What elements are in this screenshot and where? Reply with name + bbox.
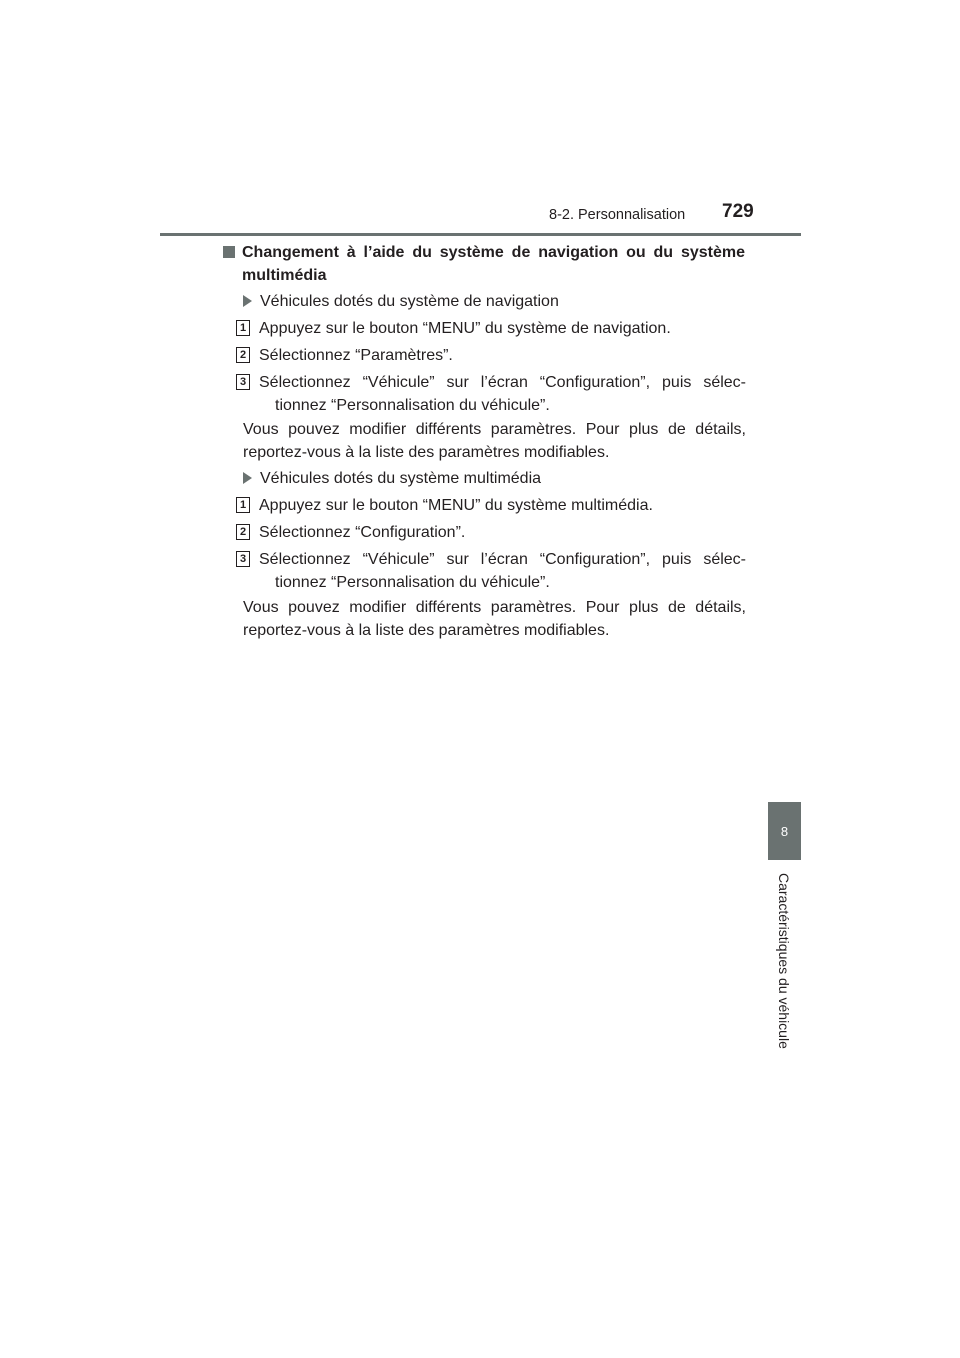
step-text: Sélectionnez “Configuration”. <box>259 524 466 541</box>
step-text: Sélectionnez “Véhicule” sur l’écran “Configuration”, puis sélec-tionnez “Personnalisation du véhicule”. <box>259 374 746 414</box>
square-bullet-icon <box>223 246 235 258</box>
step-item <box>236 548 746 594</box>
step-number-badge: 2 <box>236 347 250 363</box>
subheading-navigation <box>243 290 746 313</box>
header-divider <box>160 233 801 236</box>
step-text: Appuyez sur le bouton “MENU” du système multimédia. <box>259 497 653 514</box>
step-number-badge: 3 <box>236 551 250 567</box>
section-heading-text: Changement à l’aide du système de navigation ou du système multimédia <box>242 244 745 284</box>
subheading-multimedia <box>243 467 746 490</box>
page-number: 729 <box>722 201 754 222</box>
step-number-badge: 1 <box>236 320 250 336</box>
note-paragraph: Vous pouvez modifier différents paramètres. Pour plus de détails, reportez-vous à la liste des paramètres modifiables. <box>243 421 746 461</box>
step-number-badge: 3 <box>236 374 250 390</box>
step-item <box>236 521 746 544</box>
subheading-text: Véhicules dotés du système multimédia <box>260 470 542 487</box>
subheading-text: Véhicules dotés du système de navigation <box>260 293 559 310</box>
triangle-bullet-icon <box>243 472 252 484</box>
chapter-title-text: Caractéristiques du véhicule <box>776 873 792 1049</box>
step-item <box>236 371 746 417</box>
step-item <box>236 494 746 517</box>
note-paragraph: Vous pouvez modifier différents paramètres. Pour plus de détails, reportez-vous à la liste des paramètres modifiables. <box>243 599 746 639</box>
step-number-badge: 2 <box>236 524 250 540</box>
step-item <box>236 317 746 340</box>
triangle-bullet-icon <box>243 295 252 307</box>
step-text: Sélectionnez “Véhicule” sur l’écran “Configuration”, puis sélec-tionnez “Personnalisation du véhicule”. <box>259 551 746 591</box>
header-section-title: 8-2. Personnalisation <box>549 207 686 223</box>
step-text: Sélectionnez “Paramètres”. <box>259 347 453 364</box>
chapter-tab <box>768 802 801 860</box>
step-number-badge: 1 <box>236 497 250 513</box>
chapter-number: 8 <box>780 823 789 839</box>
section-heading <box>223 241 745 287</box>
step-item <box>236 344 746 367</box>
step-text: Appuyez sur le bouton “MENU” du système de navigation. <box>259 320 671 337</box>
